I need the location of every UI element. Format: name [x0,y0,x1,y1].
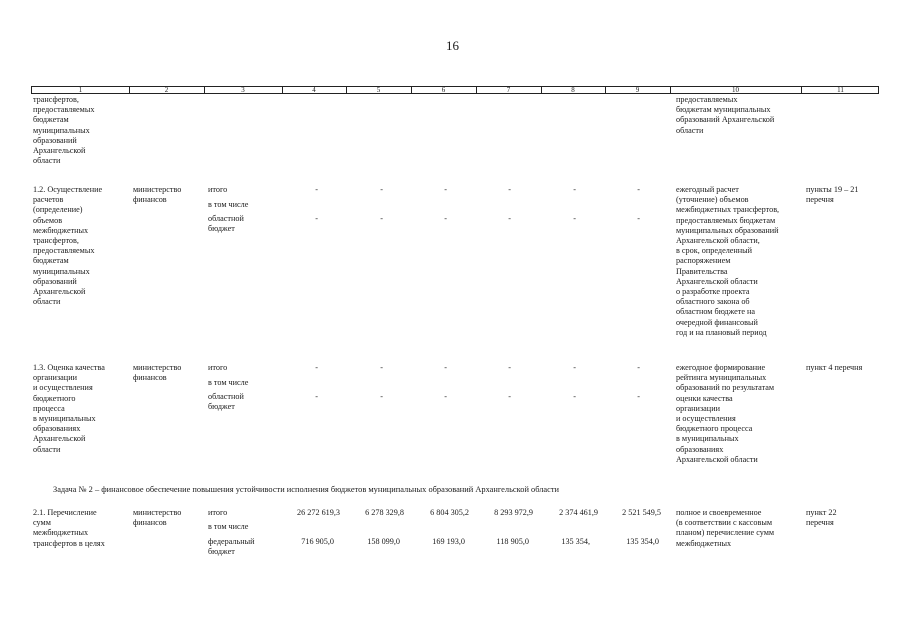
column-number-row [31,86,879,94]
column-number: 4 [312,86,316,94]
column-number: 10 [732,86,739,94]
column-number: 5 [376,86,381,94]
row-2-1-value: 6 278 329,8 [365,508,404,517]
row-2-1-result: полное и своевременное (в соответствии с кассовым планом) перечисление сумм межбюджетных [676,508,775,548]
row-2-1-value: 2 521 549,5 [622,508,661,517]
column-number: 1 [78,86,83,94]
row-1-3-source-incl: в том числе [208,378,249,387]
row-1-2-value: - [508,185,511,194]
column-number: 7 [506,86,511,94]
row-1-3-value: - [315,363,318,372]
row-1-3-source-total: итого [208,363,228,372]
row-1-3-executor: министерство финансов [133,363,182,383]
row-1-2-value: - [315,214,318,223]
row-2-1-source-sub: федеральный бюджет [208,537,255,557]
continuation-result: предоставляемых бюджетам муниципальных образований Архангельской области [676,95,775,135]
row-2-1-value: 135 354,0 [626,537,659,546]
row-2-1-value: 8 293 972,9 [494,508,533,517]
column-number: 2 [164,86,169,94]
row-1-3-value: - [444,392,447,401]
row-1-3-reference: пункт 4 перечня [806,363,863,372]
row-1-3-value: - [637,392,640,401]
row-1-2-value: - [637,214,640,223]
row-2-1-source-incl: в том числе [208,522,249,531]
row-2-1-name: 2.1. Перечисление сумм межбюджетных трансфертов в целях [33,508,105,548]
column-number: 9 [635,86,640,94]
row-1-3-value: - [508,392,511,401]
column-number: 6 [441,86,446,94]
column-number: 11 [837,86,844,94]
row-1-2-value: - [380,185,383,194]
row-1-3-value: - [573,392,576,401]
row-1-3-value: - [380,392,383,401]
row-1-3-source-sub: областной бюджет [208,392,244,412]
row-2-1-value: 2 374 461,9 [559,508,598,517]
row-1-2-name: 1.2. Осуществление расчетов (определение) объемов межбюджетных трансфертов, предоставляемых бюджетам муниципальных образований Архангельской области [33,185,103,307]
row-2-1-value: 135 354, [561,537,590,546]
row-2-1-value: 716 905,0 [301,537,334,546]
row-1-3-value: - [444,363,447,372]
row-2-1-value: 118 905,0 [496,537,529,546]
row-1-3-value: - [508,363,511,372]
row-1-2-result: ежегодный расчет (уточнение) объемов межбюджетных трансфертов, предоставляемых бюджетам муниципальных образований Архангельской области, в срок, определенный распоряжением Правительства Архангельской области о разработке проекта областного закона об областном бюджете на очередной финансовый год и на плановый период [676,185,780,337]
row-1-2-executor: министерство финансов [133,185,182,205]
row-1-3-name: 1.3. Оценка качества организации и осуществления бюджетного процесса в муниципальных образованиях Архангельской области [33,363,105,454]
row-1-2-value: - [573,214,576,223]
row-1-2-value: - [380,214,383,223]
row-1-2-source-total: итого [208,185,228,194]
row-2-1-value: 26 272 619,3 [297,508,340,517]
row-2-1-source-total: итого [208,508,228,517]
row-1-2-reference: пункты 19 – 21 перечня [806,185,859,205]
column-number: 3 [241,86,245,94]
row-2-1-executor: министерство финансов [133,508,182,528]
row-1-2-value: - [444,185,447,194]
row-1-3-result: ежегодное формирование рейтинга муниципальных образований по результатам оценки качества организации и осуществления бюджетного процесса в муниципальных образованиях Архангельской области [676,363,775,464]
column-number: 8 [571,86,575,94]
row-2-1-reference: пункт 22 перечня [806,508,837,528]
row-1-3-value: - [637,363,640,372]
continuation-name: трансфертов, предоставляемых бюджетам муниципальных образований Архангельской области [33,95,95,166]
row-1-2-source-incl: в том числе [208,200,249,209]
row-1-3-value: - [573,363,576,372]
row-1-2-value: - [637,185,640,194]
row-1-2-source-sub: областной бюджет [208,214,244,234]
row-2-1-value: 169 193,0 [432,537,465,546]
task-2-title: Задача № 2 – финансовое обеспечение повышения устойчивости исполнения бюджетов муниципальных образований Архангельской области [53,485,560,494]
row-1-2-value: - [573,185,576,194]
row-1-2-value: - [315,185,318,194]
row-1-2-value: - [444,214,447,223]
row-2-1-value: 6 804 305,2 [430,508,469,517]
row-1-3-value: - [380,363,383,372]
row-1-3-value: - [315,392,318,401]
row-2-1-value: 158 099,0 [367,537,400,546]
row-1-2-value: - [508,214,511,223]
page-number: 16 [446,38,459,53]
